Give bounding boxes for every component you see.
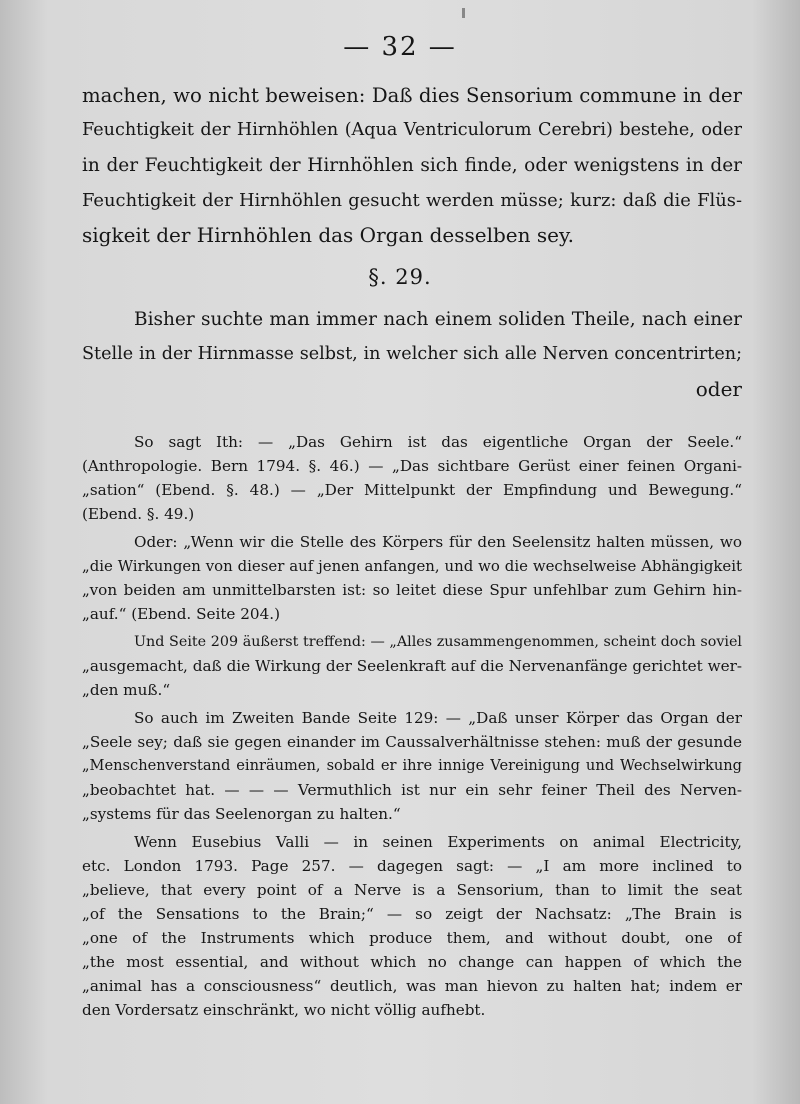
note-line: „den muß.“ — [82, 681, 171, 699]
note-line: „one of the Instruments which produce them, and without doubt, one of — [82, 929, 742, 947]
paragraph-main — [82, 302, 742, 407]
note-seite-209 — [82, 630, 742, 702]
paragraph-top — [82, 78, 742, 253]
text-line: Bisher suchte man immer nach einem soliden Theile, nach einer — [134, 309, 742, 330]
note-line: etc. London 1793. Page 257. — dagegen sagt: — „I am more inclined to — [82, 857, 742, 875]
note-line: Und Seite 209 äußerst treffend: — „Alles zusammengenommen, scheint doch soviel — [134, 634, 742, 650]
note-line: „sation“ (Ebend. §. 48.) — „Der Mittelpunkt der Empfindung und Bewegung.“ — [82, 481, 742, 499]
text-line: machen, wo nicht beweisen: Daß dies Sensorium commune in der — [82, 84, 742, 107]
note-line: „beobachtet hat. — — — Vermuthlich ist nur ein sehr feiner Theil des Nerven- — [82, 781, 742, 799]
text-line: sigkeit der Hirnhöhlen das Organ desselben sey. — [82, 223, 574, 247]
note-line: Wenn Eusebius Valli — in seinen Experiments on animal Electricity, — [134, 833, 742, 851]
text-line: Feuchtigkeit der Hirnhöhlen gesucht werden müsse; kurz: daß die Flüs- — [82, 190, 742, 211]
note-line: Oder: „Wenn wir die Stelle des Körpers für den Seelensitz halten müssen, wo — [134, 533, 742, 551]
note-line: (Anthropologie. Bern 1794. §. 46.) — „Das sichtbare Gerüst einer feinen Organi- — [82, 457, 742, 475]
note-line: „auf.“ (Ebend. Seite 204.) — [82, 605, 280, 623]
note-ith — [82, 430, 742, 526]
ink-mark — [462, 8, 465, 18]
text-line: Feuchtigkeit der Hirnhöhlen (Aqua Ventriculorum Cerebri) bestehe, oder — [82, 120, 742, 140]
note-line: „the most essential, and without which no change can happen of which the — [82, 953, 742, 971]
note-line: So sagt Ith: — „Das Gehirn ist das eigentliche Organ der Seele.“ — [134, 433, 742, 451]
text-line: Stelle in der Hirnmasse selbst, in welcher sich alle Nerven concentrirten; — [82, 344, 742, 364]
note-line: „systems für das Seelenorgan zu halten.“ — [82, 805, 401, 823]
note-line: „believe, that every point of a Nerve is a Sensorium, than to limit the seat — [82, 881, 742, 899]
page-number: — 32 — — [343, 32, 457, 62]
note-line: „Menschenverstand einräumen, sobald er ihre innige Vereinigung und Wechselwirkung — [82, 757, 742, 774]
note-oder — [82, 530, 742, 626]
section-heading: §. 29. — [368, 265, 432, 289]
note-line: „animal has a consciousness“ deutlich, was man hievon zu halten hat; indem er — [82, 977, 742, 995]
note-line: (Ebend. §. 49.) — [82, 505, 195, 523]
note-line: „Seele sey; daß sie gegen einander im Caussalverhältnisse stehen: muß der gesunde — [82, 733, 742, 751]
note-zweiter-band — [82, 706, 742, 826]
note-line: den Vordersatz einschränkt, wo nicht völlig aufhebt. — [82, 1001, 486, 1019]
catchword: oder — [695, 377, 742, 401]
note-line: „of the Sensations to the Brain;“ — so zeigt der Nachsatz: „The Brain is — [82, 905, 742, 923]
note-line: So auch im Zweiten Bande Seite 129: — „Daß unser Körper das Organ der — [134, 709, 742, 727]
text-line: in der Feuchtigkeit der Hirnhöhlen sich finde, oder wenigstens in der — [82, 155, 742, 176]
note-line: „die Wirkungen von dieser auf jenen anfangen, und wo die wechselweise Abhängigkeit — [82, 557, 742, 575]
footnotes — [82, 430, 742, 1026]
note-line: „ausgemacht, daß die Wirkung der Seelenkraft auf die Nervenanfänge gerichtet wer- — [82, 657, 742, 675]
note-valli — [82, 830, 742, 1022]
note-line: „von beiden am unmittelbarsten ist: so leitet diese Spur unfehlbar zum Gehirn hin- — [82, 581, 742, 599]
